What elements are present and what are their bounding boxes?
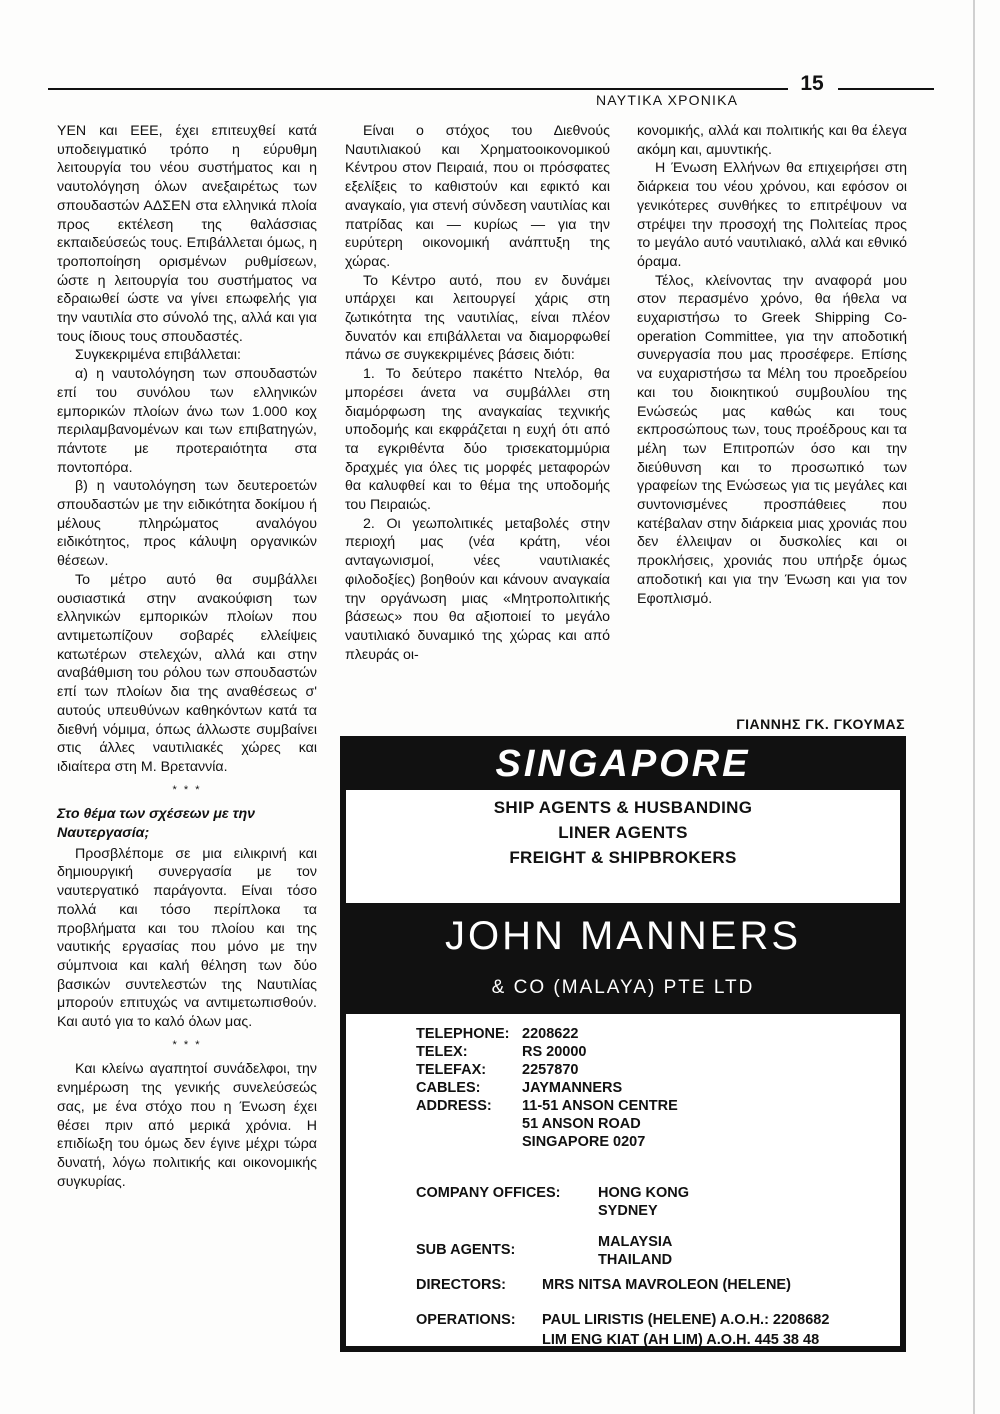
paragraph: Το μέτρο αυτό θα συμβάλλει ουσιαστικά στην ανακούφιση των ελληνικών εμπορικών πλοίων που αντιμετωπίζουν σοβαρές ελλείψεις κατωτέρων στελεχών, αλλά και στην αναβάθμιση του ρόλου των σπουδαστών επί των πλοίων δια της αναθέσεως σ' αυτούς υπευθύνων καθηκόντων κατά τα διεθνή νόμιμα, όπως άλλωστε συμβαίνει στις άλλες ναυτιλιακές χώρες και ιδιαίτερα στη Μ. Βρεταννία.: [57, 571, 317, 775]
operations-contact: LIM ENG KIAT (AH LIM) A.O.H. 445 38 48: [542, 1332, 820, 1348]
sub-agent-location: THAILAND: [598, 1252, 673, 1268]
advertisement: [340, 736, 906, 1352]
address-label: ADDRESS:: [416, 1098, 492, 1114]
cables-value: JAYMANNERS: [522, 1080, 623, 1096]
telefax-label: TELEFAX:: [416, 1062, 487, 1078]
paragraph: Η Ένωση Ελλήνων θα επιχειρήσει στη διάρκεια του νέου χρόνου, και εφόσον οι γενικότερες συνθήκες το επιτρέψουν να στρέψει την προσοχή της Πολιτείας προς το μεγάλο αυτό ναυτιλιακό, αλλά και εθνικό όραμα.: [637, 160, 907, 270]
paragraph: Το Κέντρο αυτό, που εν δυνάμει υπάρχει και λειτουργεί χάρις στη ζωτικότητα της ναυτιλίας, είναι πλέον δυνατόν και επιβάλλεται να διαμορφωθεί πάνω σε συγκεκριμένες βάσεις διότι:: [345, 272, 610, 364]
paragraph: 1. Το δεύτερο πακέττο Ντελόρ, θα μπορέσει άνετα να συμβάλλει στη διαμόρφωση της αναγκαίας τεχνικής υποδομής και εκφράζεται η ευχή ότι από τα εγκριθέντα δύο τρισεκατομμύρια δραχμές για όλες τις μορφές μεταφορών θα καλυφθεί και το θέμα της υποδομής του Πειραιώς.: [345, 366, 610, 514]
ad-service: FREIGHT & SHIPBROKERS: [509, 848, 737, 867]
address-line: 11-51 ANSON CENTRE: [522, 1098, 678, 1114]
section-divider: * * *: [172, 1038, 202, 1051]
page-edge: [973, 0, 975, 1414]
sub-agent-location: MALAYSIA: [598, 1234, 673, 1250]
address-line: SINGAPORE 0207: [522, 1134, 646, 1150]
office-location: SYDNEY: [598, 1203, 658, 1219]
header-rule: [48, 88, 788, 90]
column-3: [637, 122, 907, 608]
paragraph: β) η ναυτολόγηση των δευτεροετών σπουδαστών με την ειδικότητα δοκίμου ή μέλους πληρώματος αναλόγου ειδικότητος, προς κάλυψη οργανικών θέσεων.: [57, 478, 317, 570]
directors-label: DIRECTORS:: [416, 1277, 506, 1293]
company-offices-label: COMPANY OFFICES:: [416, 1185, 561, 1201]
section-divider: * * *: [172, 783, 202, 796]
telex-value: RS 20000: [522, 1044, 587, 1060]
running-head: ΝΑΥΤΙΚΑ ΧΡΟΝΙΚΑ: [596, 92, 739, 108]
address-line: 51 ANSON ROAD: [522, 1116, 641, 1132]
telephone-value: 2208622: [522, 1026, 579, 1042]
paragraph: 2. Οι γεωπολιτικές μεταβολές στην περιοχή μας (νέα κράτη, νέοι ανταγωνισμοί, νέες ναυτιλιακές φιλοδοξίες) βοηθούν και κάνουν αναγκαία την οργάνωση μιας «Μητροπολιτικής βάσεως» που θα αξιοποιεί το μεγάλο ναυτιλιακό δυναμικό της χώρας και από πλευράς οι-: [345, 515, 610, 663]
sub-agents-label: SUB AGENTS:: [416, 1242, 516, 1258]
paragraph: Είναι ο στόχος του Διεθνούς Ναυτιλιακού και Χρηματοοικονομικού Κέντρου στον Πειραιά, που οι πρόσφατες εξελίξεις το καθιστούν και εφικτό και αναγκαίο, για στενή σύνδεση ναυτιλίας και πατρίδας και — κυρίως — για την ευρύτερη οικονομική ανάπτυξη της χώρας.: [345, 123, 610, 270]
ad-company-sub: & CO (MALAYA) PTE LTD: [491, 977, 755, 998]
office-location: HONG KONG: [598, 1185, 690, 1201]
ad-headline: SINGAPORE: [342, 738, 904, 792]
operations-label: OPERATIONS:: [416, 1312, 516, 1328]
directors-value: MRS NITSA MAVROLEON (HELENE): [542, 1277, 791, 1293]
ad-service: SHIP AGENTS & HUSBANDING: [493, 798, 753, 817]
telefax-value: 2257870: [522, 1062, 579, 1078]
ad-company-name: JOHN MANNERS: [444, 914, 802, 958]
paragraph: Συγκεκριμένα επιβάλλεται:: [75, 347, 241, 364]
page-number: 15: [800, 72, 824, 95]
paragraph: κονομικής, αλλά και πολιτικής και θα έλεγα ακόμη και, αμυντικής.: [637, 123, 907, 158]
paragraph: Προσβλέπομε σε μια ειλικρινή και δημιουργική συνεργασία με τον ναυτεργατικό παράγοντα. Είναι τόσο πολλά και τόσο περίπλοκα τα προβλήματα και του πλοίου και της ναυτικής εργασίας που μόνο με την σύμπνοια και καλή θέληση των δύο βασικών συντελεστών της Ναυτιλίας μπορούν επιτυχώς να αντιμετωπισθούν. Και αυτό για το καλό όλων μας.: [57, 845, 317, 1031]
telephone-label: TELEPHONE:: [416, 1026, 510, 1042]
section-subheading: Στο θέμα των σχέσεων με την Ναυτεργασία;: [57, 806, 256, 842]
ad-contact-box: [346, 1014, 900, 1346]
telex-label: TELEX:: [416, 1044, 468, 1060]
ad-services-box: [346, 790, 900, 903]
paragraph: α) η ναυτολόγηση των σπουδαστών επί του συνόλου των ελληνικών εμπορικών πλοίων άνω των 1.000 κοχ περιλαμβανομένων και των επιβατηγών, πάντοτε με προτεραιότητα στα ποντοπόρα.: [57, 366, 317, 476]
paragraph: Τέλος, κλείνοντας την αναφορά μου στον περασμένο χρόνο, θα ήθελα να ευχαριστήσω το Greek Shipping Co-operation Committee, για την αποδοτική συνεργασία που μας προσέφερε. Επίσης να ευχαριστήσω τα Μέλη του προεδρείου και του διοικητικού συμβουλίου της Ενώσεώς μας καθώς και τους εκπροσώπους των, τους προέδρους και τα μέλη των Επιτροπών όσο και την διεύθυνση και το προσωπικό των γραφείων της Ενώσεως για τις μεγάλες και συντονισμένες προσπάθειες που κατέβαλαν στην διάρκεια μιας χρονιάς που δεν έλλειψαν οι δυσκολίες και οι προκλήσεις, χρονιάς που υπήρξε όμως αποδοτική και για την Ένωση και για τον Εφοπλισμό.: [637, 272, 907, 607]
operations-contact: PAUL LIRISTIS (HELENE) A.O.H.: 2208682: [542, 1312, 830, 1328]
column-1: [57, 122, 317, 1191]
header-rule-right: [838, 88, 934, 90]
column-2: [345, 122, 610, 664]
paragraph: ΥΕΝ και ΕΕΕ, έχει επιτευχθεί κατά υποδειγματικό τρόπο η εύρυθμη λειτουργία του νέου συστήματος και η ναυτολόγηση όλων ανεξαιρέτως των σπουδαστών ΑΔΣΕΝ στα ελληνικά πλοία προς εκτέλεση της θαλάσσιας εκπαιδεύσεώς τους. Επιβάλλεται όμως, η τροποποίηση ορισμένων ρυθμίσεων, ώστε η λειτουργία του συστήματος να εδραιωθεί ώστε να γίνει επωφελής για την ναυτιλία στο σύνολό της, αλλά και για τους ίδιους τους σπουδαστές.: [57, 123, 317, 345]
author-signature: ΓΙΑΝΝΗΣ ΓΚ. ΓΚΟΥΜΑΣ: [736, 716, 905, 732]
paragraph: Και κλείνω αγαπητοί συνάδελφοι, την ενημέρωση της γενικής συνελεύσεώς σας, με ένα στόχο που η Ένωση έχει θέσει πριν από μερικά χρόνια. Η επιδίωξη του όμως δεν έγινε μέχρι τώρα δυνατή, λόγω πολιτικής και οικονομικής συγκυρίας.: [57, 1061, 317, 1190]
ad-service: LINER AGENTS: [558, 823, 688, 842]
cables-label: CABLES:: [416, 1080, 481, 1096]
